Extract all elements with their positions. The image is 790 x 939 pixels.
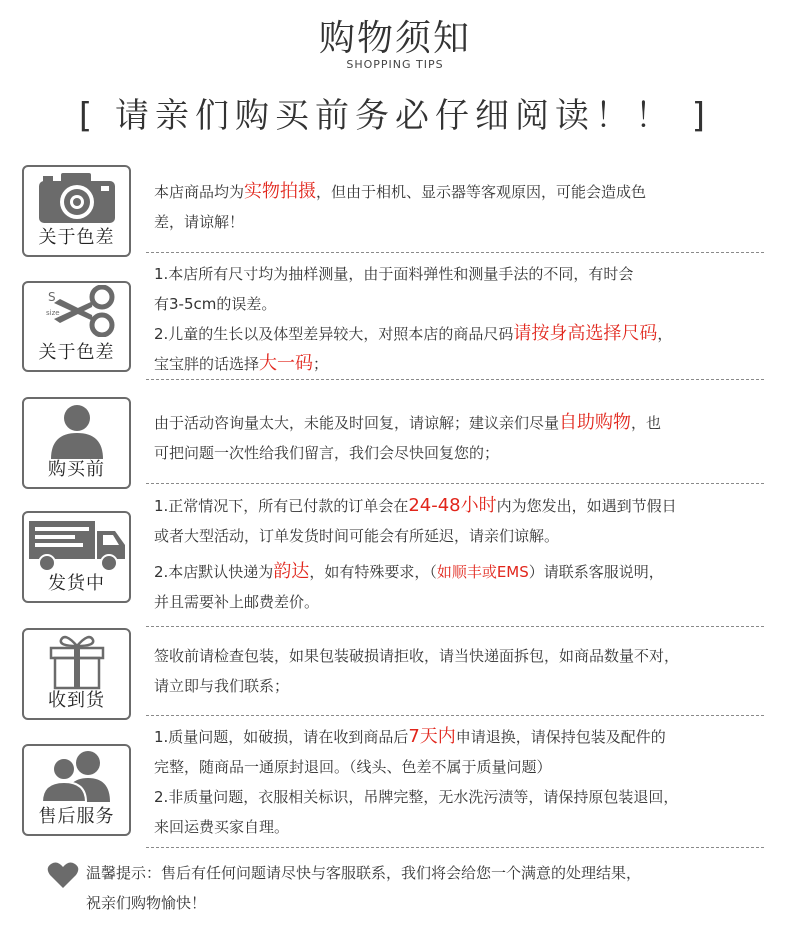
section-label: 发货中 [48,573,105,594]
divider [146,715,764,716]
tip-line: 温馨提示：售后有任何问题请尽快与客服联系，我们将会给您一个满意的处理结果， [86,864,642,882]
section-label: 关于色差 [38,342,115,363]
text-line: 并且需要补上邮费差价。 [154,593,320,611]
section-icon-received [22,628,131,720]
gift-icon [47,632,107,690]
tip-line: 祝亲们购物愉快！ [86,894,207,912]
section-icon-after-sale [22,744,131,836]
truck-icon [27,517,127,573]
users-icon [34,750,120,802]
text-line: 完整，随商品一通原封退回。（线头、色差不属于质量问题） [154,758,552,776]
heart-icon [47,861,79,889]
text-line: 来回运费买家自理。 [154,818,290,836]
text-line: 或者大型活动，订单发货时间可能会有所延迟，请亲们谅解。 [154,527,560,545]
text-line: 1.质量问题，如破损，请在收到商品后7天内申请退换，请保持包装及配件的 [154,726,666,747]
divider [146,379,764,380]
text-line: 本店商品均为实物拍摄，但由于相机、显示器等客观原因，可能会造成色 [154,181,647,202]
text-line: 签收前请检查包装，如果包装破损请拒收，请当快递面拆包，如商品数量不对， [154,647,680,665]
text-line: 由于活动咨询量太大，未能及时回复，请谅解；建议亲们尽量自助购物，也 [154,412,662,433]
text-line: 2.本店默认快递为韵达，如有特殊要求，（如顺丰或EMS）请联系客服说明， [154,561,664,582]
person-icon [47,403,107,459]
section-label: 购买前 [48,459,105,480]
text-line: 1.本店所有尺寸均为抽样测量，由于面料弹性和测量手法的不同，有时会 [154,265,634,283]
text-line: 1.正常情况下，所有已付款的订单会在24-48小时内为您发出，如遇到节假日 [154,495,677,516]
section-label: 关于色差 [38,227,115,248]
divider [146,847,764,848]
page-subtitle: SHOPPING TIPS [346,58,444,71]
section-icon-size [22,281,131,372]
text-line: 有3-5cm的误差。 [154,295,277,313]
headline-notice: [ 请亲们购买前务必仔细阅读！！ ] [78,96,712,136]
size-word-text: size [45,309,60,317]
divider [146,483,764,484]
text-line: 请立即与我们联系； [154,677,290,695]
text-line: 2.儿童的生长以及体型差异较大，对照本店的商品尺码请按身高选择尺码， [154,323,673,344]
section-icon-shipping [22,511,131,603]
section-icon-color-diff [22,165,131,257]
text-line: 差，请谅解！ [154,213,245,231]
section-icon-before-purchase [22,397,131,489]
text-line: 可把问题一次性给我们留言，我们会尽快回复您的； [154,444,500,462]
tip-text [86,858,776,918]
section-text-received [154,641,774,701]
section-text-color-diff [154,177,774,237]
section-text-before-purchase [154,408,774,468]
section-text-after-sale [154,722,774,842]
section-text-size [154,259,774,379]
text-line: 宝宝胖的话选择大一码； [154,353,329,374]
section-label: 收到货 [48,690,105,711]
page-title: 购物须知 [318,18,471,59]
section-label: 售后服务 [38,806,115,827]
size-s-text: S [47,290,56,304]
divider [146,252,764,253]
text-line: 2.非质量问题，衣服相关标识，吊牌完整，无水洗污渍等，请保持原包装退回， [154,788,679,806]
divider [146,626,764,627]
scissors-icon [32,285,122,337]
section-text-shipping [154,491,774,617]
camera-icon [37,171,117,225]
